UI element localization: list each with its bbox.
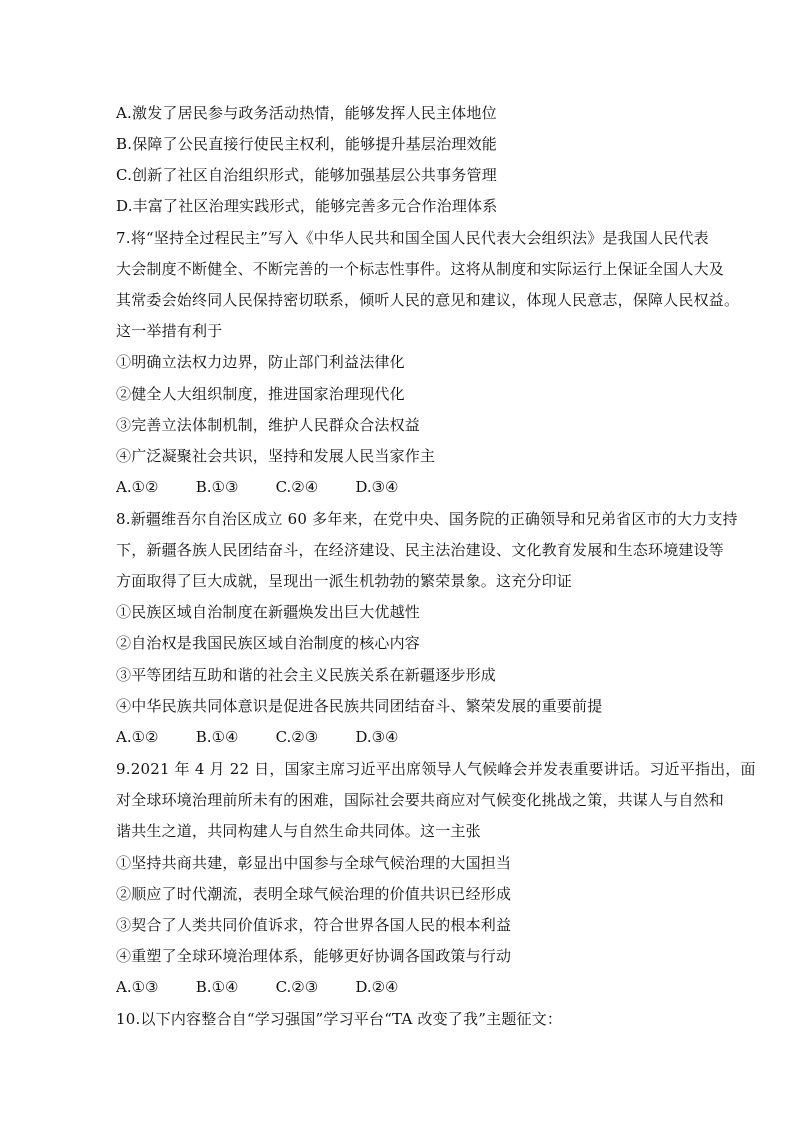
q9-choice-c: C.②③ [275, 978, 319, 996]
q8-item-3: ③平等团结互助和谐的社会主义民族关系在新疆逐步形成 [116, 666, 497, 684]
q9-choice-d: D.②④ [355, 978, 399, 996]
q7-choice-d: D.③④ [355, 478, 399, 496]
q6-option-c: C.创新了社区自治组织形式，能够加强基层公共事务管理 [116, 166, 497, 184]
q8-choice-a: A.①② [116, 728, 159, 746]
q6-option-a: A.激发了居民参与政务活动热情，能够发挥人民主体地位 [116, 104, 497, 122]
q7-choice-c: C.②④ [275, 478, 319, 496]
q7-choice-b: B.①③ [195, 478, 239, 496]
q9-item-1: ①坚持共商共建，彰显出中国参与全球气候治理的大国担当 [116, 854, 512, 872]
q6-option-b: B.保障了公民直接行使民主权利，能够提升基层治理效能 [116, 135, 497, 153]
q8-choice-d: D.③④ [355, 728, 399, 746]
q8-stem-line: 下，新疆各族人民团结奋斗，在经济建设、民主法治建设、文化教育发展和生态环境建设等 [116, 541, 725, 559]
q9-choice-b: B.①④ [195, 978, 239, 996]
q10-stem: 10.以下内容整合自“学习强国”学习平台“TA 改变了我”主题征文： [116, 1010, 563, 1028]
q9-item-3: ③契合了人类共同价值诉求，符合世界各国人民的根本利益 [116, 916, 512, 934]
q7-item-2: ②健全人大组织制度，推进国家治理现代化 [116, 385, 405, 403]
q6-option-d: D.丰富了社区治理实践形式，能够完善多元合作治理体系 [116, 197, 498, 215]
q7-stem-line: 大会制度不断健全、不断完善的一个标志性事件。这将从制度和实际运行上保证全国人大及 [116, 260, 725, 278]
q8-item-2: ②自治权是我国民族区域自治制度的核心内容 [116, 634, 421, 652]
q7-item-4: ④广泛凝聚社会共识，坚持和发展人民当家作主 [116, 447, 436, 465]
q7-stem-line: 这一举措有利于 [116, 322, 223, 340]
q7-choice-a: A.①② [116, 478, 159, 496]
q9-item-4: ④重塑了全球环境治理体系，能够更好协调各国政策与行动 [116, 947, 512, 965]
q9-item-2: ②顺应了时代潮流，表明全球气候治理的价值共识已经形成 [116, 885, 512, 903]
q8-choice-c: C.②③ [275, 728, 319, 746]
q8-stem-line: 方面取得了巨大成就，呈现出一派生机勃勃的繁荣景象。这充分印证 [116, 572, 573, 590]
q7-item-3: ③完善立法体制机制，维护人民群众合法权益 [116, 416, 421, 434]
q9-stem-line: 对全球环境治理前所未有的困难，国际社会要共商应对气候变化挑战之策，共谋人与自然和 [116, 791, 725, 809]
q9-stem-line: 9.2021 年 4 月 22 日，国家主席习近平出席领导人气候峰会并发表重要讲话。习近平指出，面 [116, 760, 756, 778]
q7-item-1: ①明确立法权力边界，防止部门利益法律化 [116, 353, 405, 371]
q8-stem-line: 8.新疆维吾尔自治区成立 60 多年来，在党中央、国务院的正确领导和兄弟省区市的大力支持 [116, 510, 738, 528]
q8-item-4: ④中华民族共同体意识是促进各民族共同团结奋斗、繁荣发展的重要前提 [116, 697, 603, 715]
q7-stem-line: 7.将“坚持全过程民主”写入《中华人民共和国全国人民代表大会组织法》是我国人民代表 [116, 229, 709, 247]
q9-choices [116, 977, 399, 997]
q8-item-1: ①民族区域自治制度在新疆焕发出巨大优越性 [116, 603, 421, 621]
q7-choices [116, 477, 399, 497]
q8-choice-b: B.①④ [195, 728, 239, 746]
q7-stem-line: 其常委会始终同人民保持密切联系，倾听人民的意见和建议，体现人民意志，保障人民权益。 [116, 291, 740, 309]
q9-stem-line: 谐共生之道，共同构建人与自然生命共同体。这一主张 [116, 822, 481, 840]
q8-choices [116, 727, 399, 747]
q9-choice-a: A.①③ [116, 978, 159, 996]
